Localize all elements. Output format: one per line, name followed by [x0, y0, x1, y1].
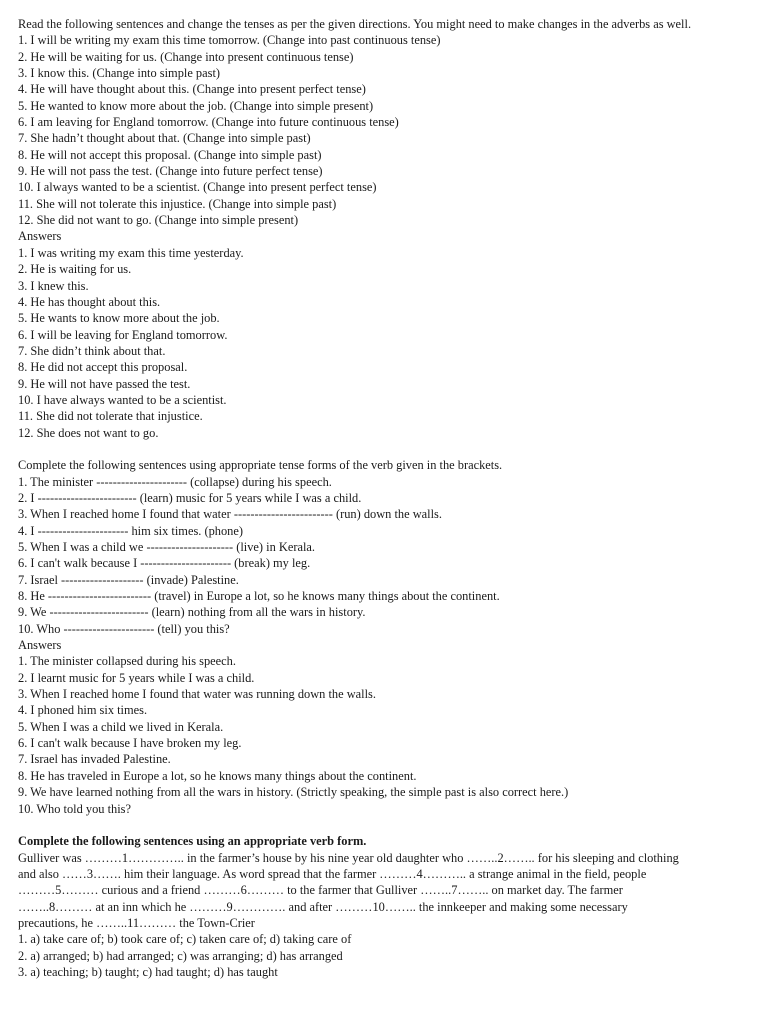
list-item: 3. When I reached home I found that water ------------------------ (run) down the walls. — [18, 507, 442, 522]
list-item: 5. He wants to know more about the job. — [18, 311, 220, 326]
list-item: 3. I know this. (Change into simple past) — [18, 66, 221, 81]
list-item: 10. I have always wanted to be a scientist. — [18, 392, 227, 407]
section1-questions — [18, 32, 752, 228]
list-item: 7. Israel -------------------- (invade) Palestine. — [18, 572, 239, 587]
list-item: 12. She did not want to go. (Change into simple present) — [18, 213, 299, 228]
list-item: 9. We ------------------------ (learn) nothing from all the wars in history. — [18, 605, 366, 620]
list-item: 3. When I reached home I found that water was running down the walls. — [18, 687, 376, 702]
list-item: 4. I phoned him six times. — [18, 703, 148, 718]
list-item: 5. When I was a child we lived in Kerala. — [18, 719, 224, 734]
list-item: 11. She will not tolerate this injustice. (Change into simple past) — [18, 196, 337, 211]
passage-line: ………5……… curious and a friend ………6……… to the farmer that Gulliver ……..7…….. on market day. The farmer — [18, 883, 623, 898]
section3-options — [18, 931, 752, 980]
passage-line: ……..8……… at an inn which he ………9…………. and after ………10…….. the innkeeper and making some necessary — [18, 899, 628, 914]
list-item: 4. I ---------------------- him six times. (phone) — [18, 523, 243, 538]
list-item: 9. We have learned nothing from all the wars in history. (Strictly speaking, the simple past is also correct here.) — [18, 785, 569, 800]
list-item: 2. I ------------------------ (learn) music for 5 years while I was a child. — [18, 490, 362, 505]
list-item: 11. She did not tolerate that injustice. — [18, 409, 203, 424]
list-item: 6. I am leaving for England tomorrow. (Change into future continuous tense) — [18, 115, 399, 130]
list-item: 12. She does not want to go. — [18, 425, 159, 440]
list-item: 9. He will not have passed the test. — [18, 376, 191, 391]
list-item: 8. He will not accept this proposal. (Change into simple past) — [18, 147, 322, 162]
section1-answers — [18, 245, 752, 441]
list-item: 6. I can't walk because I have broken my leg. — [18, 736, 242, 751]
list-item: 3. I knew this. — [18, 278, 89, 293]
list-item: 8. He did not accept this proposal. — [18, 360, 188, 375]
list-item: 4. He has thought about this. — [18, 294, 161, 309]
section3-passage — [18, 850, 752, 932]
list-item: 2. a) arranged; b) had arranged; c) was arranging; d) has arranged — [18, 948, 343, 963]
section2-answers — [18, 653, 752, 816]
passage-line: and also ……3……. him their language. As word spread that the farmer ………4……….. a strange animal in the field, people — [18, 866, 647, 881]
list-item: 2. I learnt music for 5 years while I was a child. — [18, 670, 255, 685]
list-item: 2. He will be waiting for us. (Change into present continuous tense) — [18, 49, 354, 64]
section1-intro: Read the following sentences and change the tenses as per the given directions. You might need to make changes in the adverbs as well. — [18, 17, 692, 31]
list-item: 5. He wanted to know more about the job. (Change into simple present) — [18, 98, 374, 113]
list-item: 6. I can't walk because I ---------------------- (break) my leg. — [18, 556, 311, 571]
list-item: 10. Who told you this? — [18, 801, 132, 816]
list-item: 9. He will not pass the test. (Change into future perfect tense) — [18, 164, 323, 179]
list-item: 1. I will be writing my exam this time tomorrow. (Change into past continuous tense) — [18, 33, 441, 48]
list-item: 6. I will be leaving for England tomorrow. — [18, 327, 228, 342]
list-item: 3. a) teaching; b) taught; c) had taught; d) has taught — [18, 964, 278, 979]
list-item: 4. He will have thought about this. (Change into present perfect tense) — [18, 82, 366, 97]
answers-heading: Answers — [18, 638, 62, 653]
list-item: 8. He ------------------------- (travel) in Europe a lot, so he knows many things about the continent. — [18, 589, 500, 604]
list-item: 7. Israel has invaded Palestine. — [18, 752, 171, 767]
paragraph-gap — [18, 817, 752, 833]
list-item: 2. He is waiting for us. — [18, 262, 132, 277]
passage-line: Gulliver was ………1………….. in the farmer’s house by his nine year old daughter who ……..2…….. for his sleeping and clothing — [18, 850, 679, 865]
section2-intro: Complete the following sentences using appropriate tense forms of the verb given in the brackets. — [18, 458, 503, 473]
answers-heading: Answers — [18, 229, 62, 244]
list-item: 1. The minister collapsed during his speech. — [18, 654, 236, 669]
list-item: 8. He has traveled in Europe a lot, so he knows many things about the continent. — [18, 768, 417, 783]
list-item: 7. She hadn’t thought about that. (Change into simple past) — [18, 131, 311, 146]
section3-heading: Complete the following sentences using an appropriate verb form. — [18, 834, 367, 849]
list-item: 1. The minister ---------------------- (collapse) during his speech. — [18, 474, 332, 489]
list-item: 5. When I was a child we --------------------- (live) in Kerala. — [18, 540, 315, 554]
list-item: 10. Who ---------------------- (tell) you this? — [18, 621, 230, 636]
passage-line: precautions, he ……..11……… the Town-Crier — [18, 915, 255, 930]
list-item: 1. I was writing my exam this time yesterday. — [18, 245, 244, 260]
list-item: 1. a) take care of; b) took care of; c) taken care of; d) taking care of — [18, 932, 352, 947]
paragraph-gap — [18, 441, 752, 457]
section2-questions — [18, 474, 752, 637]
list-item: 10. I always wanted to be a scientist. (Change into present perfect tense) — [18, 180, 377, 195]
list-item: 7. She didn’t think about that. — [18, 343, 166, 358]
